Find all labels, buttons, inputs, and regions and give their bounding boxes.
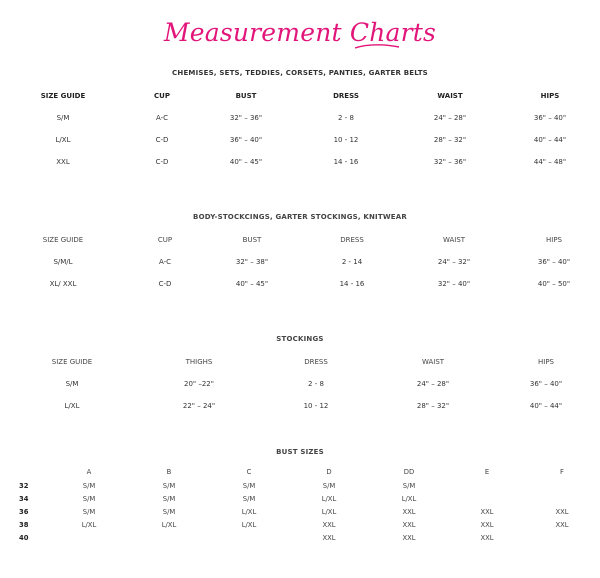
table-cell: 20" –22": [184, 380, 214, 388]
table-cell: XXL: [555, 508, 569, 516]
column-header: DRESS: [340, 236, 364, 244]
table-cell: 24" – 28": [416, 380, 450, 388]
table-cell: XXL: [402, 521, 416, 529]
table-cell: 14 - 16: [333, 158, 359, 166]
table-cell: 28" – 32": [433, 136, 467, 144]
cup-header: C: [246, 468, 252, 476]
section1-table: [0, 92, 600, 180]
column-header: CUP: [154, 92, 170, 100]
table-cell: S/M: [162, 482, 176, 490]
table-cell: 40" – 44": [529, 402, 563, 410]
table-cell: 40" – 45": [229, 158, 263, 166]
table-cell: XXL: [56, 158, 70, 166]
table-cell: 44" – 48": [533, 158, 567, 166]
column-header: BUST: [235, 92, 257, 100]
table-cell: 40" – 50": [537, 280, 571, 288]
section1-title: CHEMISES, SETS, TEDDIES, CORSETS, PANTIES, GARTER BELTS: [172, 69, 428, 77]
table-cell: XXL: [480, 534, 494, 542]
table-cell: L/XL: [161, 521, 177, 529]
column-header: DRESS: [333, 92, 359, 100]
table-cell: 22" – 24": [182, 402, 216, 410]
table-cell: S/M: [242, 495, 256, 503]
table-cell: 36" – 40": [529, 380, 563, 388]
header-row: [0, 358, 600, 380]
header-row: [0, 468, 600, 482]
table-cell: XXL: [480, 508, 494, 516]
table-row: [0, 114, 600, 136]
cup-header: DD: [403, 468, 415, 476]
table-cell: S/M: [82, 495, 96, 503]
column-header: SIZE GUIDE: [42, 236, 84, 244]
table-cell: 10 - 12: [333, 136, 359, 144]
cup-header: B: [166, 468, 172, 476]
table-cell: XXL: [402, 508, 416, 516]
bust-size-label: 40: [19, 534, 29, 542]
table-cell: 32" – 36": [433, 158, 467, 166]
table-cell: C-D: [158, 280, 172, 288]
table-cell: 24" – 28": [433, 114, 467, 122]
bust-row: [0, 534, 600, 547]
cup-header: D: [326, 468, 332, 476]
table-cell: XL/ XXL: [49, 280, 77, 288]
table-cell: XXL: [555, 521, 569, 529]
table-cell: S/M: [162, 495, 176, 503]
table-cell: 10 - 12: [303, 402, 329, 410]
bust-size-label: 32: [19, 482, 29, 490]
section3-table: [0, 358, 600, 424]
table-cell: 36" – 40": [229, 136, 263, 144]
table-cell: 36" – 40": [537, 258, 571, 266]
table-cell: S/M/L: [53, 258, 73, 266]
table-cell: 32" – 36": [229, 114, 263, 122]
column-header: CUP: [157, 236, 173, 244]
table-cell: 32" – 40": [437, 280, 471, 288]
table-cell: L/XL: [401, 495, 417, 503]
table-cell: S/M: [242, 482, 256, 490]
logo-swash-icon: [355, 42, 400, 52]
table-cell: XXL: [480, 521, 494, 529]
bust-size-label: 34: [19, 495, 29, 503]
table-cell: 36" – 40": [533, 114, 567, 122]
table-cell: L/XL: [241, 521, 257, 529]
cup-header: F: [560, 468, 564, 476]
table-row: [0, 158, 600, 180]
table-cell: L/XL: [64, 402, 80, 410]
cup-header: A: [86, 468, 92, 476]
section3-title: STOCKINGS: [276, 335, 324, 343]
column-header: HIPS: [546, 236, 562, 244]
section2-table: [0, 236, 600, 302]
table-row: [0, 136, 600, 158]
column-header: HIPS: [538, 358, 554, 366]
table-cell: XXL: [322, 534, 336, 542]
table-row: [0, 258, 600, 280]
bust-row: [0, 521, 600, 534]
column-header: WAIST: [437, 92, 463, 100]
table-cell: S/M: [65, 380, 79, 388]
column-header: SIZE GUIDE: [40, 92, 86, 100]
logo-title: Measurement Charts: [163, 18, 437, 47]
table-cell: S/M: [162, 508, 176, 516]
bust-sizes-table: [0, 468, 600, 547]
column-header: WAIST: [421, 358, 445, 366]
table-cell: L/XL: [321, 508, 337, 516]
section2-title: BODY-STOCKCINGS, GARTER STOCKINGS, KNITWEAR: [193, 213, 407, 221]
cup-header: E: [484, 468, 490, 476]
table-cell: 40" – 44": [533, 136, 567, 144]
bust-row: [0, 482, 600, 495]
column-header: SIZE GUIDE: [51, 358, 93, 366]
column-header: THIGHS: [185, 358, 213, 366]
bust-size-label: 36: [19, 508, 29, 516]
table-cell: XXL: [322, 521, 336, 529]
table-cell: 2 - 8: [308, 380, 324, 388]
table-cell: 24" – 32": [437, 258, 471, 266]
table-row: [0, 380, 600, 402]
table-cell: A-C: [155, 114, 169, 122]
table-cell: L/XL: [241, 508, 257, 516]
table-cell: 40" – 45": [235, 280, 269, 288]
table-cell: C-D: [155, 158, 169, 166]
table-row: [0, 280, 600, 302]
column-header: BUST: [242, 236, 262, 244]
table-cell: S/M: [82, 508, 96, 516]
bust-row: [0, 495, 600, 508]
table-cell: S/M: [56, 114, 70, 122]
table-cell: 28" – 32": [416, 402, 450, 410]
table-cell: L/XL: [321, 495, 337, 503]
table-cell: L/XL: [81, 521, 97, 529]
table-cell: 2 - 8: [338, 114, 354, 122]
bust-size-label: 38: [19, 521, 29, 529]
header-row: [0, 236, 600, 258]
header-row: [0, 92, 600, 114]
table-cell: XXL: [402, 534, 416, 542]
column-header: DRESS: [304, 358, 328, 366]
table-cell: S/M: [402, 482, 416, 490]
table-cell: A-C: [158, 258, 172, 266]
table-cell: 2 - 14: [341, 258, 363, 266]
column-header: HIPS: [540, 92, 560, 100]
table-cell: 32" – 38": [235, 258, 269, 266]
table-cell: S/M: [322, 482, 336, 490]
section4-title: BUST SIZES: [276, 448, 324, 456]
table-cell: 14 - 16: [339, 280, 365, 288]
column-header: WAIST: [442, 236, 466, 244]
measurement-charts-logo: [0, 18, 600, 47]
table-cell: L/XL: [55, 136, 71, 144]
table-cell: C-D: [155, 136, 169, 144]
bust-row: [0, 508, 600, 521]
table-row: [0, 402, 600, 424]
table-cell: S/M: [82, 482, 96, 490]
